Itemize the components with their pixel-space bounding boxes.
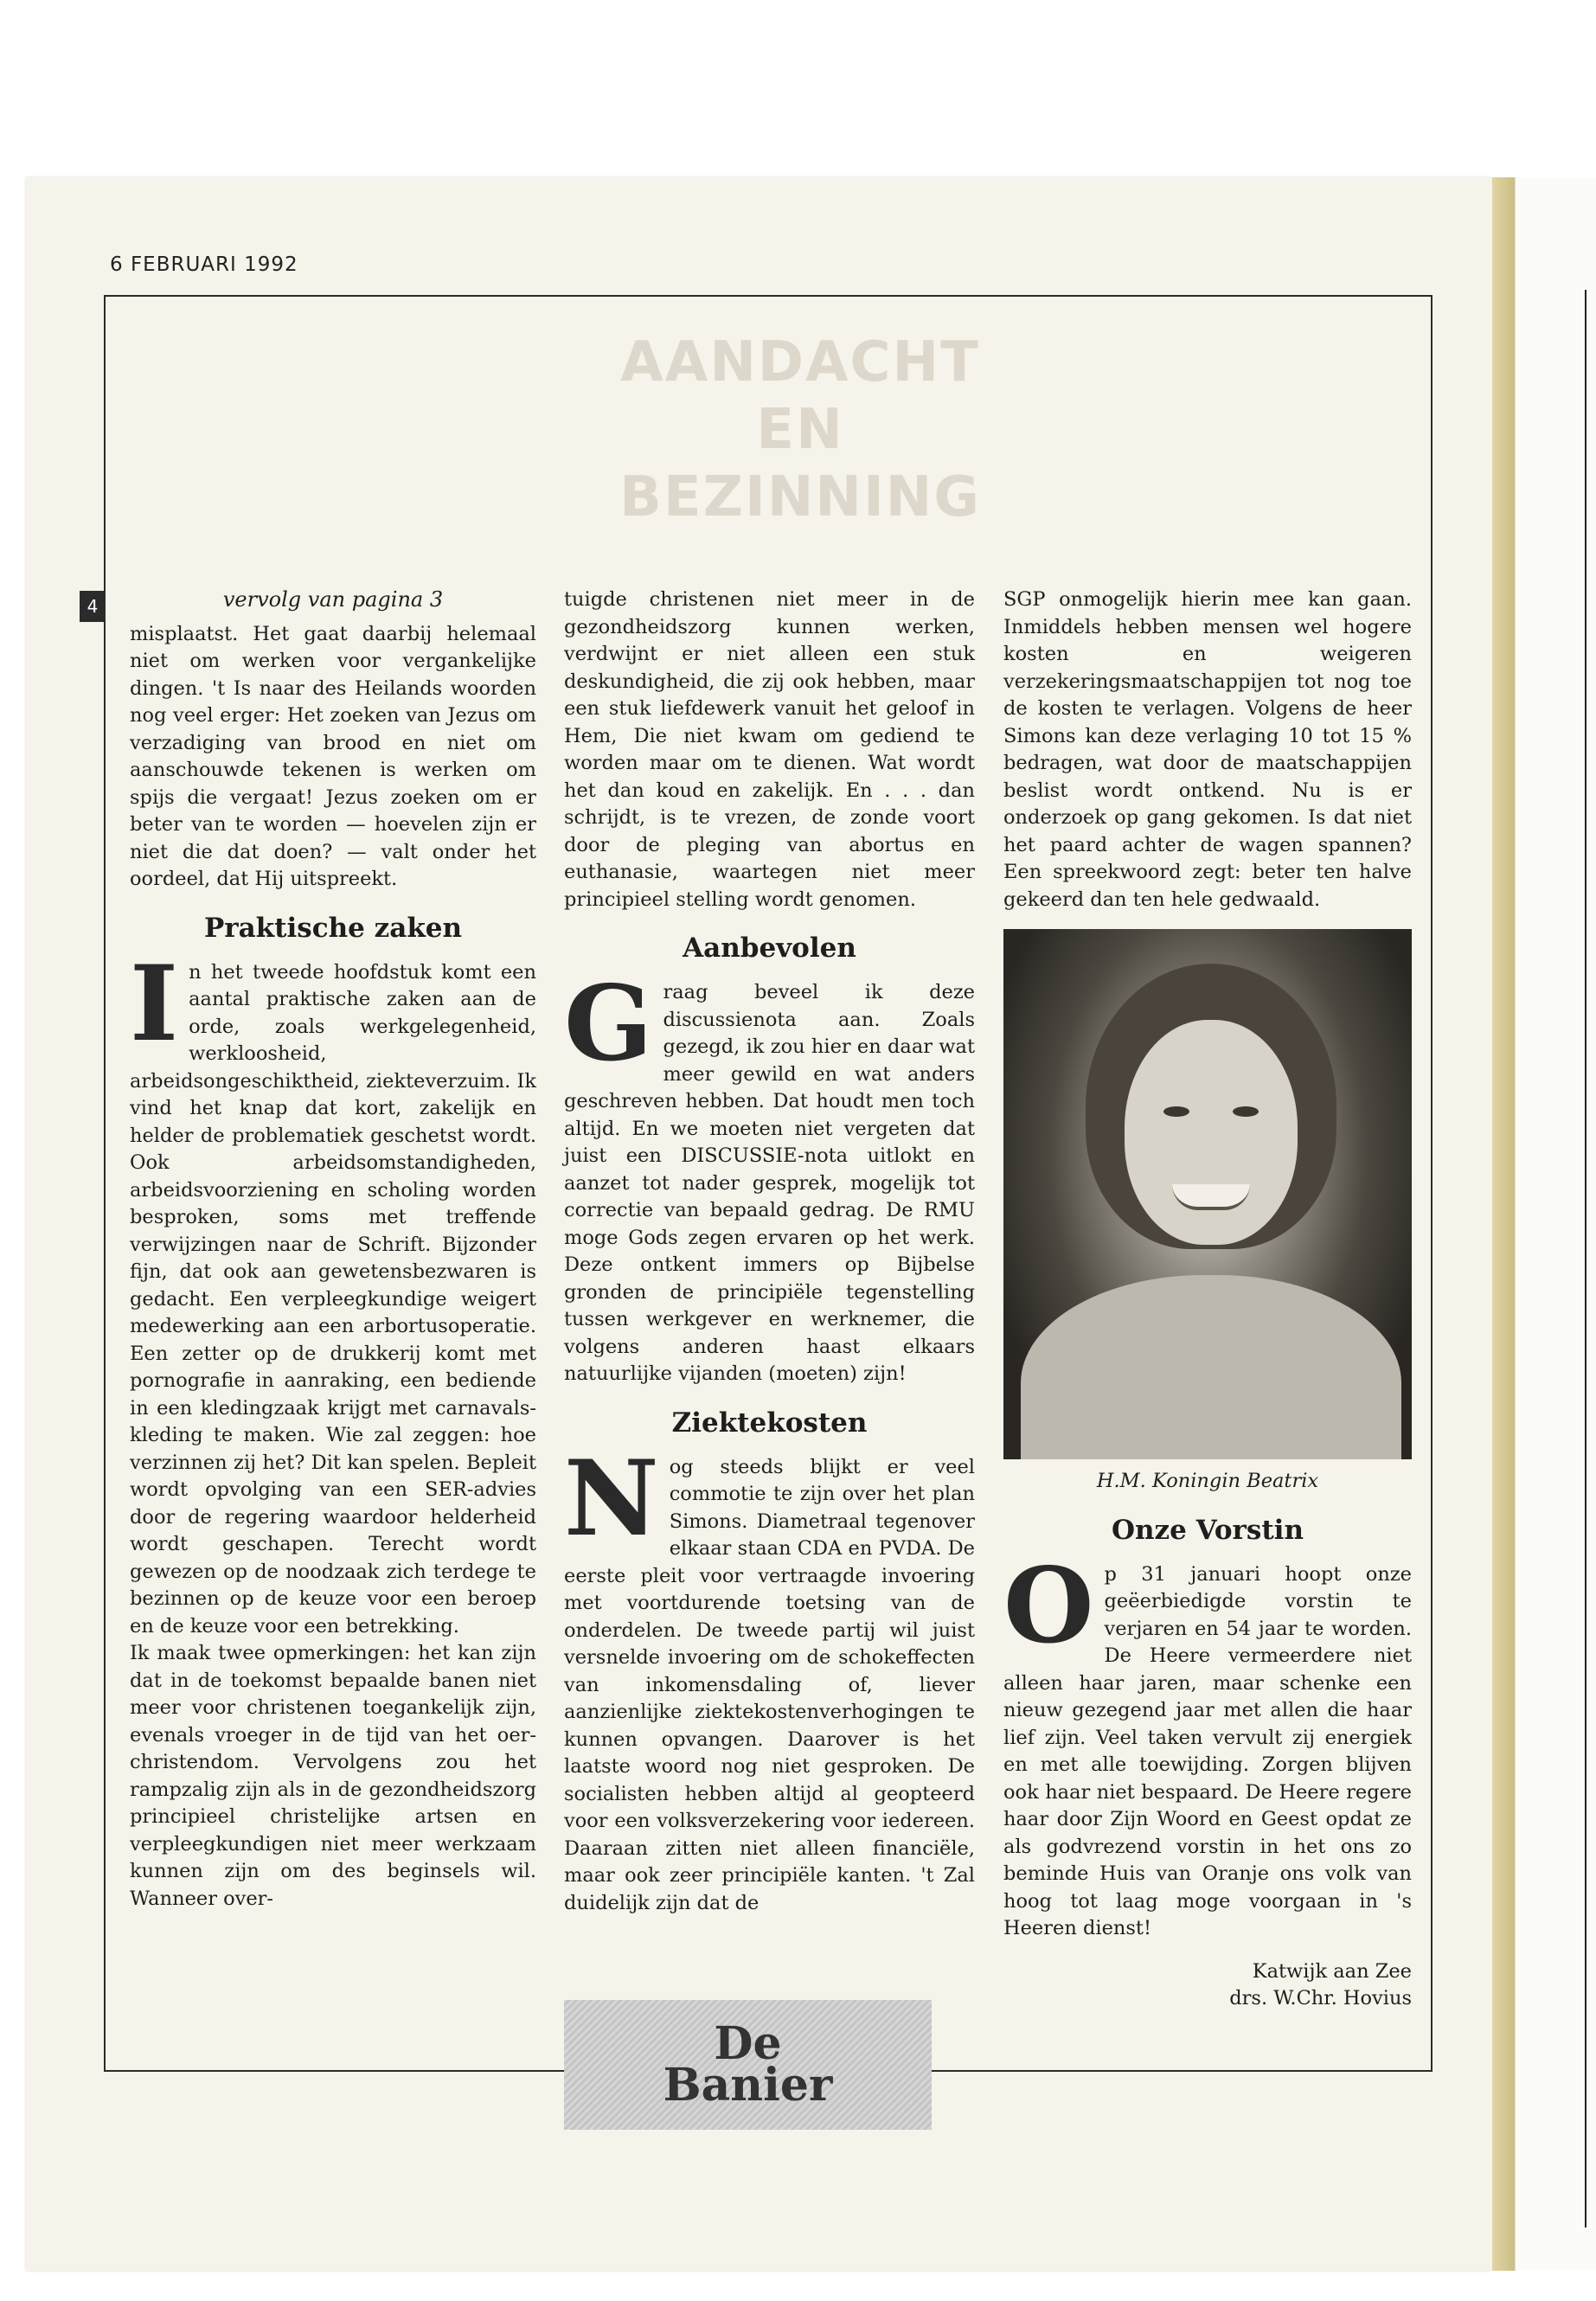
portrait-photo xyxy=(1003,929,1412,1459)
paragraph-onze-vorstin xyxy=(1003,1544,1412,1943)
column-2-intro: tuigde christenen niet meer in de gezondheidszorg kunnen werken, verdwijnt er niet alleen een stuk deskundigheid, die zij ook hebben, maar een stuk liefdewerk vanuit het geloof in Hem, Die niet kwam om gediend te worden maar om te dienen. Wat wordt het dan koud en zakelijk. En . . . dan schrijdt, is te vrezen, de zonde voort door de pleging van abortus en euthanasie, waartegen niet meer principieel stelling wordt genomen. xyxy=(564,588,975,911)
column-3-intro: SGP onmogelijk hierin mee kan gaan. Inmiddels hebben mensen wel hogere kosten en weigeren verzekeringsmaatschappijen tot nog toe de kosten te verlagen. Volgens de heer Simons kan deze verlaging 10 tot 15 % bedragen, wat door de maatschappijen beslist wordt ontkend. Nu is er onderzoek op gang gekomen. Is dat niet het paard achter de wagen spannen? Een spreekwoord zegt: beter ten halve gekeerd dan ten hele gedwaald. xyxy=(1003,588,1412,911)
paragraph-praktische-zaken xyxy=(130,942,536,1641)
photo-face xyxy=(1125,1020,1298,1245)
heading-onze-vorstin: Onze Vorstin xyxy=(1112,1514,1304,1546)
paragraph-aanbevolen xyxy=(564,963,975,1388)
column-1-intro: misplaatst. Het gaat daarbij helemaal niet om werken voor vergankelijke dingen. 't Is naar des Heilands woorden nog veel erger: Het zoeken van Jezus om verzadiging van brood en niet om aanschouwde tekenen is werken om spijs die vergaat! Jezus zoeken om er beter van te worden — hoevelen zijn er niet die dat doen? — valt onder het oordeel, dat Hij uitspreekt. xyxy=(130,622,536,890)
photo-eye xyxy=(1233,1106,1259,1117)
dropcap: I xyxy=(130,942,179,1065)
photo-caption: H.M. Koningin Beatrix xyxy=(1096,1470,1319,1492)
photo-shoulders xyxy=(1021,1275,1401,1459)
column-1 xyxy=(130,586,536,1913)
paragraph-text: p 31 januari hoopt onze geëerbiedigde vorstin te verjaren en 54 jaar te worden. De Heere vermeerdere niet alleen haar jaren, maar schenke een nieuw gezegend jaar met allen die haar lief zijn. Veel taken vervult zij energiek en met alle toewijding. Zorgen blijven ook haar niet bespaard. De Heere regere haar door Zijn Woord en Geest opdat ze als godvrezend vorstin in het ons zo beminde Huis van Oranje ons volk van hoog tot laag moge voorgaan in 's Heeren dienst! xyxy=(1003,1562,1412,1939)
signature-author: drs. W.Chr. Hovius xyxy=(1229,1987,1412,2009)
de-banier-logo xyxy=(564,2000,932,2130)
paragraph-text: n het tweede hoofdstuk komt een aantal praktische zaken aan de orde, zoals werkgelegenheid, werkloosheid, arbeidsongeschiktheid, ziekteverzuim. Ik vind het knap dat kort, zakelijk en helder de problematiek geschetst wordt. Ook arbeidsomstandigheden, arbeidsvoorziening en scholing worden besproken, soms met treffende verwijzingen naar de Schrift. Bijzonder fijn, dat ook aan gewetensbezwaren is gedacht. Een verpleegkundige weigert medewerking aan een arbortusoperatie. Een zetter op de drukkerij komt met pornografie in aanraking, een bediende in een kledingzaak krijgt met carnavals-kleding te maken. Wie zal zeggen: hoe verzinnen zij het? Dit kan spelen. Bepleit wordt opvolging van een SER-advies door de regering waardoor helderheid wordt geschapen. Terecht wordt gewezen op de noodzaak zich terdege te bezinnen op de keuze voor een beroep en de keuze voor een betrekking. xyxy=(130,960,536,1638)
heading-praktische-zaken: Praktische zaken xyxy=(203,912,463,944)
adjacent-page xyxy=(1515,177,1596,2271)
adjacent-page-rule xyxy=(1585,290,1586,2227)
dropcap: G xyxy=(564,963,653,1085)
column-3 xyxy=(1003,586,1412,2013)
heading-ziektekosten: Ziektekosten xyxy=(671,1407,868,1439)
continuation-kicker: vervolg van pagina 3 xyxy=(222,587,444,612)
page-number: 4 xyxy=(80,591,106,622)
paragraph-text: raag beveel ik deze discussienota aan. Zoals gezegd, ik zou hier en daar wat meer gewild en wat anders geschreven hebben. Dat houdt men toch altijd. En we moeten niet vergeten dat juist een DISCUSSIE-nota uitlokt en aanzet tot nader gesprek, mogelijk tot correctie van bepaald gedrag. De RMU moge Gods zegen ervaren op het werk. Deze ontkent immers op Bijbelse gronden de principiële tegenstelling tussen werkgever en werknemer, die volgens anderen haast elkaars natuurlijke vijanden (moeten) zijn! xyxy=(564,981,975,1385)
heading-aanbevolen: Aanbevolen xyxy=(683,933,856,964)
logo-line-1: De xyxy=(714,2017,782,2070)
dropcap: O xyxy=(1003,1544,1094,1667)
page-edge xyxy=(1492,177,1515,2271)
paragraph-text: og steeds blijkt er veel commotie te zijn over het plan Simons. Diametraal tegenover elkaar staan CDA en PVDA. De eerste pleit voor vertraagde invoering met voortdurende toetsing van de onderdelen. De tweede partij wil juist versnelde invoering om de schokeffecten van inkomensdaling of, liever aanzienlijke ziektekostenverhogingen te kunnen opvangen. Daarover is het laatste woord nog niet gesproken. De socialisten hebben altijd al geopteerd voor een volksverzekering voor iedereen. Daaraan zitten niet alleen financiële, maar ook zeer principiële kanten. 't Zal duidelijk zijn dat de xyxy=(564,1455,975,1914)
photo-eye xyxy=(1163,1106,1189,1117)
signature-place: Katwijk aan Zee xyxy=(1252,1959,1412,1983)
dropcap: N xyxy=(564,1437,659,1560)
logo-line-2: Banier xyxy=(663,2059,833,2112)
column-2 xyxy=(564,586,975,1917)
paragraph-ziektekosten xyxy=(564,1437,975,1918)
paragraph-opmerkingen: Ik maak twee opmerkingen: het kan zijn dat in de toekomst bepaalde banen niet meer voor christenen toegankelijk zijn, evenals vroeger in de tijd van het oer-christendom. Vervolgens zou het rampzalig zijn als in de gezondheidszorg principieel christelijke artsen en verpleegkundigen niet meer werkzaam kunnen zijn om des beginsels wil. Wanneer over- xyxy=(130,1642,536,1910)
issue-date: 6 FEBRUARI 1992 xyxy=(110,253,298,276)
background-title: AANDACHT EN BEZINNING xyxy=(619,330,981,529)
